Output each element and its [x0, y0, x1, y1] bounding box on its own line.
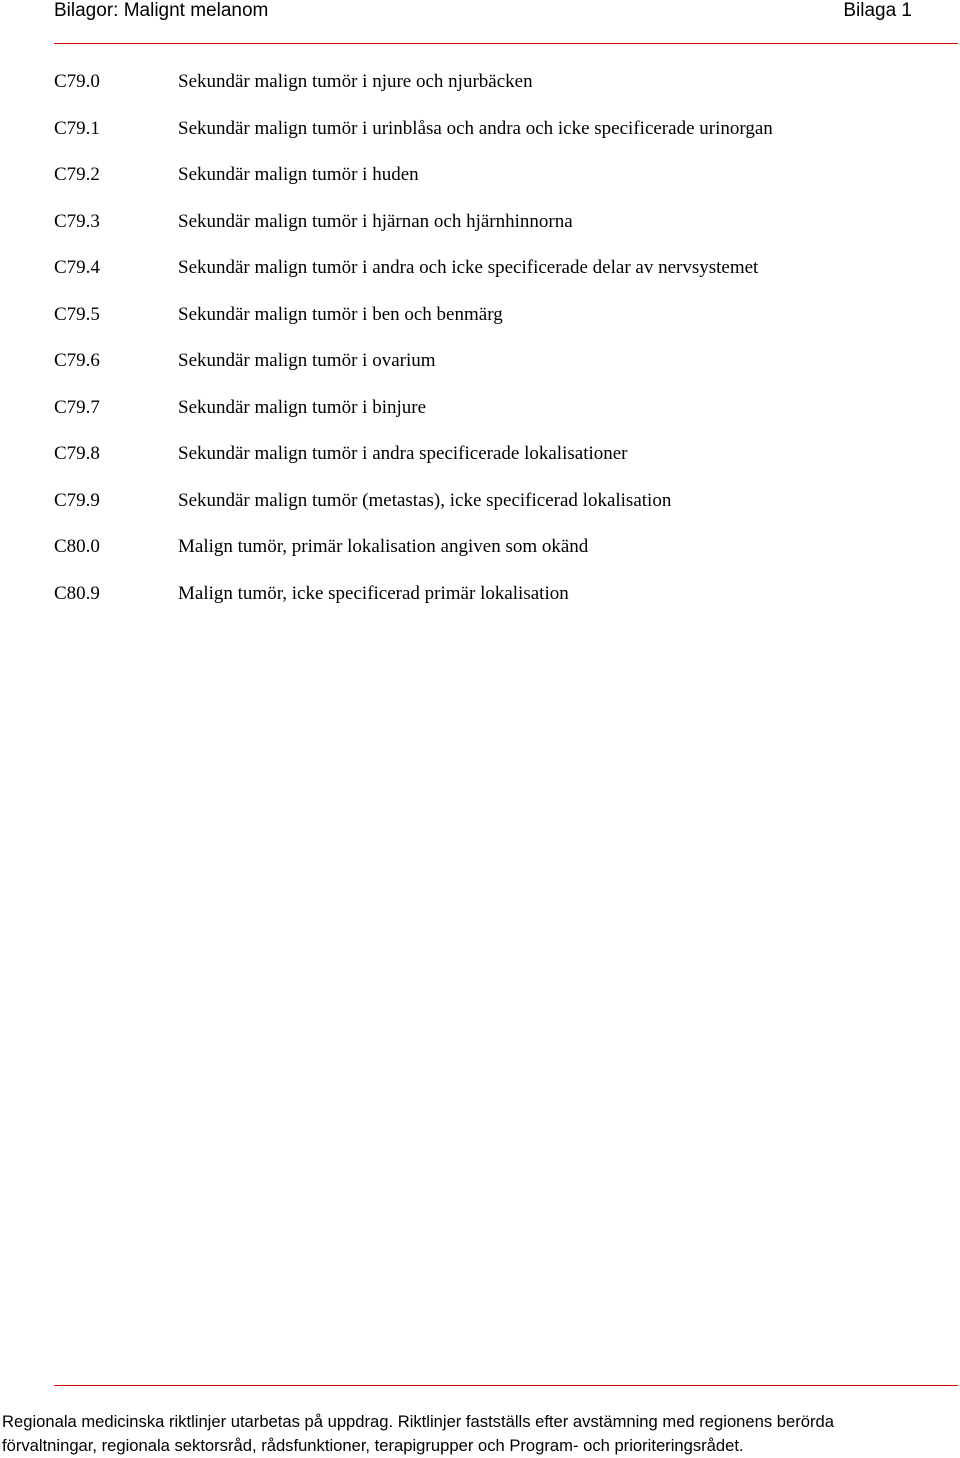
annex-label: Bilaga 1 [843, 0, 912, 21]
diagnosis-code: C79.2 [54, 164, 100, 185]
diagnosis-description: Sekundär malign tumör i ovarium [178, 350, 436, 371]
diagnosis-code: C79.8 [54, 443, 100, 464]
list-item [54, 580, 914, 627]
list-item [54, 161, 914, 208]
list-item [54, 115, 914, 162]
diagnosis-code: C80.9 [54, 582, 100, 604]
list-item [54, 301, 914, 348]
diagnosis-description: Sekundär malign tumör i huden [178, 164, 419, 185]
diagnosis-code: C79.0 [54, 71, 100, 92]
list-item [54, 347, 914, 394]
footer-divider [54, 1385, 958, 1386]
diagnosis-code: C79.7 [54, 396, 100, 418]
diagnosis-description: Sekundär malign tumör i hjärnan och hjärnhinnorna [178, 210, 573, 232]
diagnosis-code: C79.4 [54, 257, 100, 278]
list-item [54, 533, 914, 580]
diagnosis-description: Malign tumör, primär lokalisation angiven som okänd [178, 536, 589, 557]
diagnosis-code: C80.0 [54, 536, 100, 557]
diagnosis-description: Sekundär malign tumör i andra och icke specificerade delar av nervsystemet [178, 257, 759, 278]
diagnosis-code: C79.5 [54, 303, 100, 325]
diagnosis-code: C79.6 [54, 350, 100, 371]
list-item [54, 254, 914, 301]
list-item [54, 440, 914, 487]
diagnosis-description: Sekundär malign tumör i andra specificerade lokalisationer [178, 443, 628, 464]
diagnosis-code-list [54, 68, 914, 626]
diagnosis-code: C79.9 [54, 489, 100, 511]
diagnosis-description: Sekundär malign tumör i ben och benmärg [178, 303, 503, 325]
diagnosis-description: Malign tumör, icke specificerad primär lokalisation [178, 582, 569, 604]
footer-line: Regionala medicinska riktlinjer utarbetas på uppdrag. Riktlinjer fastställs efter avstämning med regionens berörda [2, 1412, 834, 1431]
document-title: Bilagor: Malignt melanom [54, 0, 269, 21]
diagnosis-description: Sekundär malign tumör i njure och njurbäcken [178, 71, 533, 92]
page-header [54, 0, 912, 22]
diagnosis-code: C79.3 [54, 210, 100, 232]
list-item [54, 68, 914, 115]
page-footer [2, 1410, 958, 1458]
diagnosis-description: Sekundär malign tumör i binjure [178, 396, 427, 418]
diagnosis-code: C79.1 [54, 117, 100, 139]
diagnosis-description: Sekundär malign tumör (metastas), icke specificerad lokalisation [178, 489, 672, 511]
list-item [54, 487, 914, 534]
footer-line: förvaltningar, regionala sektorsråd, rådsfunktioner, terapigrupper och Program- och prioriteringsrådet. [2, 1436, 744, 1455]
list-item [54, 208, 914, 255]
header-divider [54, 43, 958, 44]
list-item [54, 394, 914, 441]
diagnosis-description: Sekundär malign tumör i urinblåsa och andra och icke specificerade urinorgan [178, 117, 773, 139]
